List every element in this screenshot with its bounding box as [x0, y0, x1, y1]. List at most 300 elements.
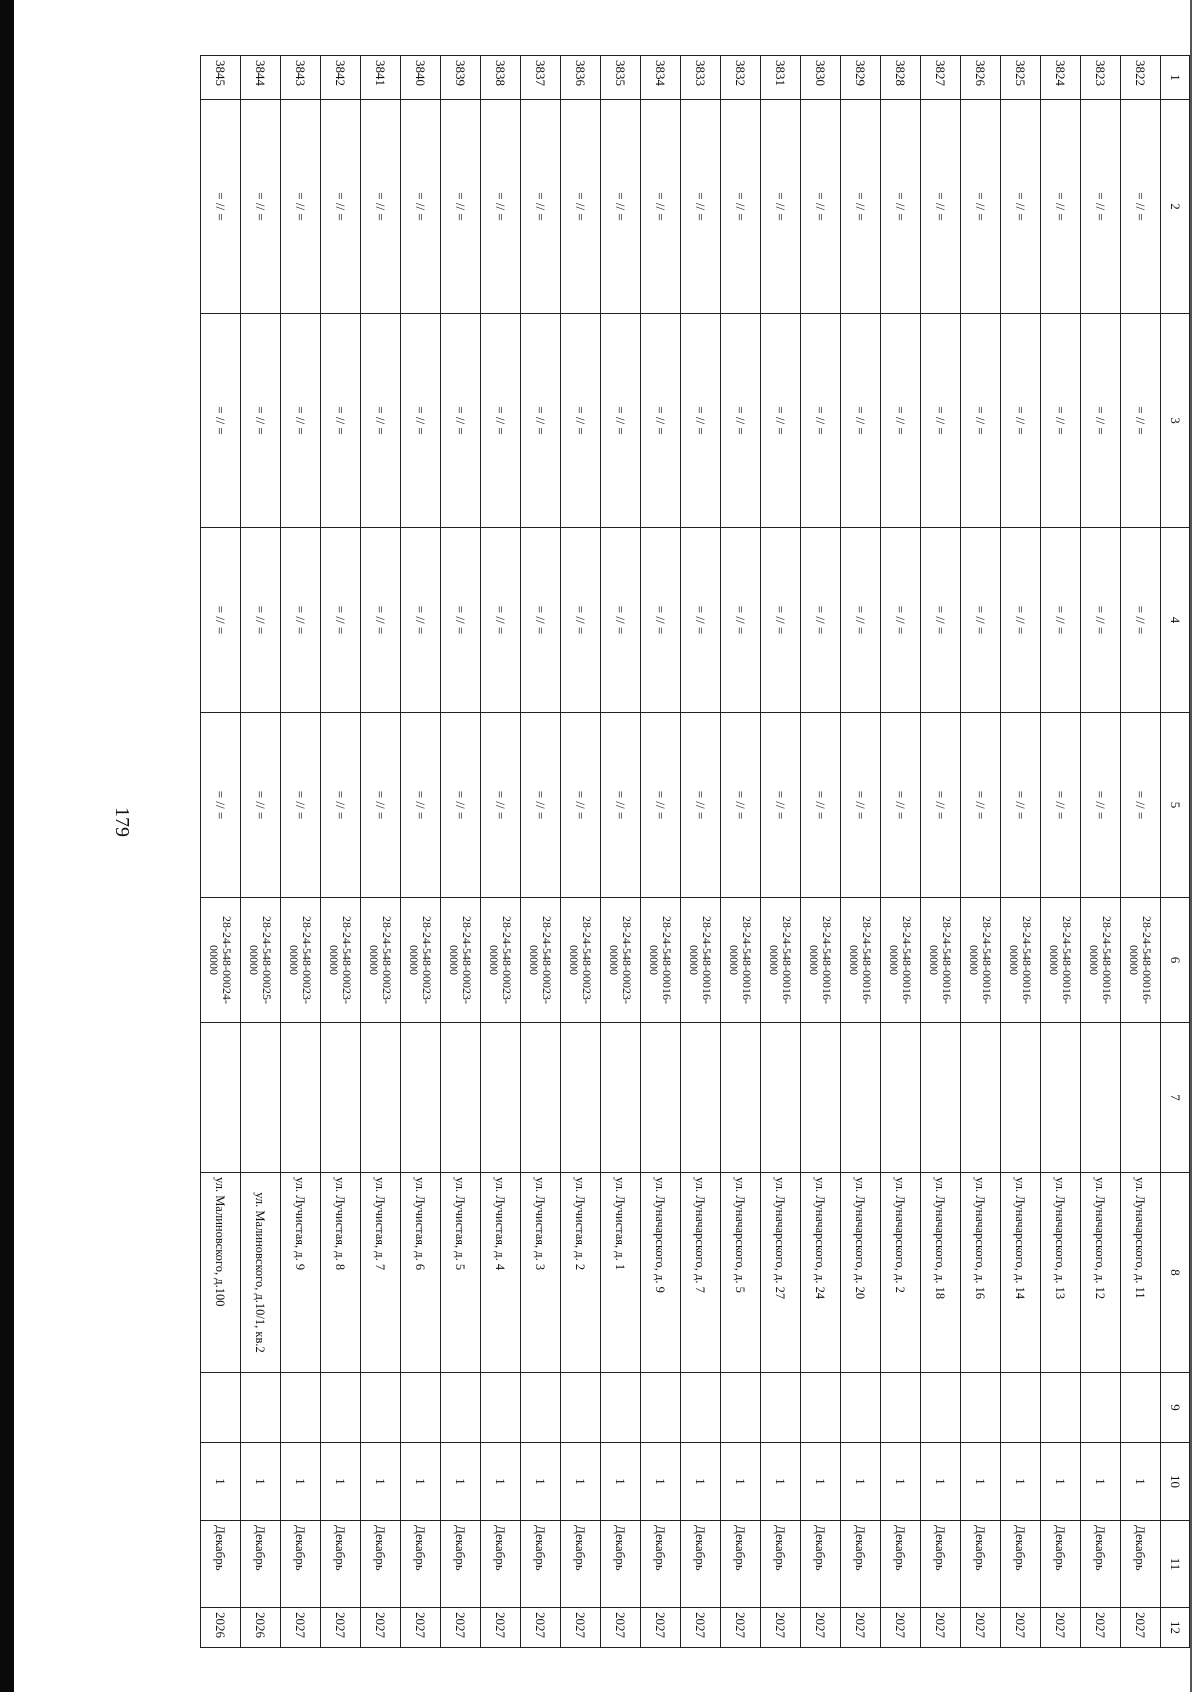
row-number: 3835	[601, 56, 641, 100]
col3-ditto: = // =	[521, 314, 561, 528]
col4-ditto: = // =	[361, 528, 401, 713]
table-row	[561, 56, 601, 1648]
year-cell: 2027	[281, 1608, 321, 1648]
month-cell: Декабрь	[321, 1521, 361, 1608]
address-cell: ул. Луначарского, д. 14	[1001, 1173, 1041, 1373]
col9-cell	[601, 1373, 641, 1443]
col5-ditto: = // =	[201, 713, 241, 898]
quantity-cell: 1	[481, 1443, 521, 1521]
table-row	[961, 56, 1001, 1648]
row-number: 3837	[521, 56, 561, 100]
month-cell: Декабрь	[841, 1521, 881, 1608]
col2-ditto: = // =	[881, 100, 921, 314]
column-header-11: 11	[1161, 1521, 1190, 1608]
col2-ditto: = // =	[761, 100, 801, 314]
col2-ditto: = // =	[721, 100, 761, 314]
col9-cell	[761, 1373, 801, 1443]
table-row	[1121, 56, 1161, 1648]
col3-ditto: = // =	[1001, 314, 1041, 528]
col2-ditto: = // =	[1041, 100, 1081, 314]
col9-cell	[1001, 1373, 1041, 1443]
table-body	[201, 56, 1161, 1648]
address-cell: ул. Луначарского, д. 13	[1041, 1173, 1081, 1373]
month-cell: Декабрь	[801, 1521, 841, 1608]
year-cell: 2027	[1001, 1608, 1041, 1648]
quantity-cell: 1	[961, 1443, 1001, 1521]
quantity-cell: 1	[1041, 1443, 1081, 1521]
year-cell: 2027	[441, 1608, 481, 1648]
quantity-cell: 1	[721, 1443, 761, 1521]
column-header-7: 7	[1161, 1023, 1190, 1173]
address-cell: ул. Луначарского, д. 27	[761, 1173, 801, 1373]
quantity-cell: 1	[1081, 1443, 1121, 1521]
col4-ditto: = // =	[721, 528, 761, 713]
quantity-cell: 1	[281, 1443, 321, 1521]
col4-ditto: = // =	[921, 528, 961, 713]
col7-cell	[801, 1023, 841, 1173]
col2-ditto: = // =	[601, 100, 641, 314]
row-number: 3833	[681, 56, 721, 100]
row-number: 3840	[401, 56, 441, 100]
table-row	[801, 56, 841, 1648]
address-cell: ул. Луначарского, д. 11	[1121, 1173, 1161, 1373]
row-number: 3838	[481, 56, 521, 100]
cadastral-code: 28-24-548-00016-00000	[1081, 898, 1121, 1023]
table-row	[641, 56, 681, 1648]
col7-cell	[281, 1023, 321, 1173]
col3-ditto: = // =	[481, 314, 521, 528]
year-cell: 2027	[601, 1608, 641, 1648]
col2-ditto: = // =	[361, 100, 401, 314]
month-cell: Декабрь	[401, 1521, 441, 1608]
cadastral-code: 28-24-548-00016-00000	[1121, 898, 1161, 1023]
col7-cell	[201, 1023, 241, 1173]
month-cell: Декабрь	[561, 1521, 601, 1608]
table-rotator	[200, 55, 1190, 1647]
col7-cell	[1001, 1023, 1041, 1173]
quantity-cell: 1	[1001, 1443, 1041, 1521]
col3-ditto: = // =	[601, 314, 641, 528]
col3-ditto: = // =	[921, 314, 961, 528]
col4-ditto: = // =	[601, 528, 641, 713]
col3-ditto: = // =	[721, 314, 761, 528]
col3-ditto: = // =	[801, 314, 841, 528]
col7-cell	[961, 1023, 1001, 1173]
col3-ditto: = // =	[1041, 314, 1081, 528]
col7-cell	[881, 1023, 921, 1173]
address-cell: ул. Лучистая, д. 6	[401, 1173, 441, 1373]
table-row	[881, 56, 921, 1648]
year-cell: 2027	[321, 1608, 361, 1648]
col9-cell	[281, 1373, 321, 1443]
col9-cell	[481, 1373, 521, 1443]
month-cell: Декабрь	[241, 1521, 281, 1608]
quantity-cell: 1	[841, 1443, 881, 1521]
col7-cell	[1081, 1023, 1121, 1173]
col5-ditto: = // =	[481, 713, 521, 898]
cadastral-code: 28-24-548-00016-00000	[961, 898, 1001, 1023]
address-cell: ул. Луначарского, д. 9	[641, 1173, 681, 1373]
col2-ditto: = // =	[561, 100, 601, 314]
row-number: 3826	[961, 56, 1001, 100]
col4-ditto: = // =	[1081, 528, 1121, 713]
quantity-cell: 1	[801, 1443, 841, 1521]
year-cell: 2027	[1041, 1608, 1081, 1648]
col9-cell	[521, 1373, 561, 1443]
cadastral-code: 28-24-548-00016-00000	[761, 898, 801, 1023]
col3-ditto: = // =	[681, 314, 721, 528]
col7-cell	[481, 1023, 521, 1173]
col4-ditto: = // =	[521, 528, 561, 713]
table-row	[441, 56, 481, 1648]
month-cell: Декабрь	[281, 1521, 321, 1608]
col2-ditto: = // =	[681, 100, 721, 314]
table-row	[361, 56, 401, 1648]
table-row	[321, 56, 361, 1648]
col5-ditto: = // =	[1121, 713, 1161, 898]
col3-ditto: = // =	[441, 314, 481, 528]
col2-ditto: = // =	[401, 100, 441, 314]
table-row	[921, 56, 961, 1648]
cadastral-code: 28-24-548-00023-00000	[321, 898, 361, 1023]
address-cell: ул. Лучистая, д. 2	[561, 1173, 601, 1373]
table-row	[601, 56, 641, 1648]
col7-cell	[561, 1023, 601, 1173]
col2-ditto: = // =	[521, 100, 561, 314]
col9-cell	[881, 1373, 921, 1443]
cadastral-code: 28-24-548-00016-00000	[721, 898, 761, 1023]
col3-ditto: = // =	[241, 314, 281, 528]
month-cell: Декабрь	[521, 1521, 561, 1608]
col5-ditto: = // =	[1081, 713, 1121, 898]
cadastral-code: 28-24-548-00023-00000	[361, 898, 401, 1023]
col4-ditto: = // =	[1041, 528, 1081, 713]
col7-cell	[601, 1023, 641, 1173]
row-number: 3844	[241, 56, 281, 100]
col4-ditto: = // =	[561, 528, 601, 713]
year-cell: 2027	[801, 1608, 841, 1648]
col5-ditto: = // =	[401, 713, 441, 898]
col4-ditto: = // =	[881, 528, 921, 713]
quantity-cell: 1	[881, 1443, 921, 1521]
col3-ditto: = // =	[961, 314, 1001, 528]
cadastral-code: 28-24-548-00024-00000	[201, 898, 241, 1023]
col7-cell	[761, 1023, 801, 1173]
col3-ditto: = // =	[361, 314, 401, 528]
quantity-cell: 1	[241, 1443, 281, 1521]
year-cell: 2027	[881, 1608, 921, 1648]
address-cell: ул. Лучистая, д. 7	[361, 1173, 401, 1373]
row-number: 3828	[881, 56, 921, 100]
col3-ditto: = // =	[1081, 314, 1121, 528]
col2-ditto: = // =	[801, 100, 841, 314]
column-header-4: 4	[1161, 528, 1190, 713]
quantity-cell: 1	[921, 1443, 961, 1521]
col4-ditto: = // =	[961, 528, 1001, 713]
address-cell: ул. Луначарского, д. 16	[961, 1173, 1001, 1373]
row-number: 3842	[321, 56, 361, 100]
year-cell: 2027	[641, 1608, 681, 1648]
quantity-cell: 1	[361, 1443, 401, 1521]
col4-ditto: = // =	[201, 528, 241, 713]
col4-ditto: = // =	[801, 528, 841, 713]
col3-ditto: = // =	[201, 314, 241, 528]
col4-ditto: = // =	[401, 528, 441, 713]
col9-cell	[241, 1373, 281, 1443]
col4-ditto: = // =	[761, 528, 801, 713]
column-header-8: 8	[1161, 1173, 1190, 1373]
year-cell: 2027	[361, 1608, 401, 1648]
col4-ditto: = // =	[441, 528, 481, 713]
quantity-cell: 1	[641, 1443, 681, 1521]
address-cell: ул. Малиновского, д.10/1, кв.2	[241, 1173, 281, 1373]
cadastral-code: 28-24-548-00016-00000	[921, 898, 961, 1023]
col4-ditto: = // =	[241, 528, 281, 713]
col2-ditto: = // =	[841, 100, 881, 314]
row-number: 3836	[561, 56, 601, 100]
address-cell: ул. Луначарского, д. 18	[921, 1173, 961, 1373]
col2-ditto: = // =	[201, 100, 241, 314]
cadastral-code: 28-24-548-00016-00000	[641, 898, 681, 1023]
table-row	[201, 56, 241, 1648]
col7-cell	[361, 1023, 401, 1173]
col5-ditto: = // =	[441, 713, 481, 898]
col2-ditto: = // =	[1121, 100, 1161, 314]
col5-ditto: = // =	[961, 713, 1001, 898]
table-row	[281, 56, 321, 1648]
address-cell: ул. Луначарского, д. 20	[841, 1173, 881, 1373]
month-cell: Декабрь	[681, 1521, 721, 1608]
address-cell: ул. Лучистая, д. 4	[481, 1173, 521, 1373]
table-row	[1081, 56, 1121, 1648]
col2-ditto: = // =	[921, 100, 961, 314]
col7-cell	[1041, 1023, 1081, 1173]
col2-ditto: = // =	[1081, 100, 1121, 314]
col5-ditto: = // =	[921, 713, 961, 898]
month-cell: Декабрь	[201, 1521, 241, 1608]
col9-cell	[361, 1373, 401, 1443]
col7-cell	[441, 1023, 481, 1173]
col4-ditto: = // =	[681, 528, 721, 713]
address-cell: ул. Лучистая, д. 9	[281, 1173, 321, 1373]
col7-cell	[1121, 1023, 1161, 1173]
row-number: 3829	[841, 56, 881, 100]
col5-ditto: = // =	[1041, 713, 1081, 898]
year-cell: 2027	[1121, 1608, 1161, 1648]
table-row	[401, 56, 441, 1648]
year-cell: 2026	[241, 1608, 281, 1648]
year-cell: 2027	[521, 1608, 561, 1648]
col5-ditto: = // =	[361, 713, 401, 898]
table-row	[241, 56, 281, 1648]
col3-ditto: = // =	[1121, 314, 1161, 528]
col9-cell	[1081, 1373, 1121, 1443]
column-header-1: 1	[1161, 56, 1190, 100]
column-header-2: 2	[1161, 100, 1190, 314]
table-row	[521, 56, 561, 1648]
quantity-cell: 1	[681, 1443, 721, 1521]
col5-ditto: = // =	[761, 713, 801, 898]
scan-edge-right	[1190, 0, 1192, 1692]
row-number: 3824	[1041, 56, 1081, 100]
row-number: 3825	[1001, 56, 1041, 100]
scan-edge-left	[0, 0, 14, 1692]
quantity-cell: 1	[201, 1443, 241, 1521]
col5-ditto: = // =	[321, 713, 361, 898]
year-cell: 2027	[841, 1608, 881, 1648]
month-cell: Декабрь	[1121, 1521, 1161, 1608]
address-cell: ул. Лучистая, д. 5	[441, 1173, 481, 1373]
col4-ditto: = // =	[1001, 528, 1041, 713]
col5-ditto: = // =	[881, 713, 921, 898]
row-number: 3822	[1121, 56, 1161, 100]
col2-ditto: = // =	[281, 100, 321, 314]
col9-cell	[841, 1373, 881, 1443]
address-cell: ул. Луначарского, д. 24	[801, 1173, 841, 1373]
year-cell: 2026	[201, 1608, 241, 1648]
address-cell: ул. Лучистая, д. 1	[601, 1173, 641, 1373]
year-cell: 2027	[401, 1608, 441, 1648]
quantity-cell: 1	[321, 1443, 361, 1521]
col9-cell	[321, 1373, 361, 1443]
cadastral-code: 28-24-548-00016-00000	[1041, 898, 1081, 1023]
col7-cell	[401, 1023, 441, 1173]
col5-ditto: = // =	[801, 713, 841, 898]
quantity-cell: 1	[601, 1443, 641, 1521]
month-cell: Декабрь	[961, 1521, 1001, 1608]
col9-cell	[561, 1373, 601, 1443]
quantity-cell: 1	[401, 1443, 441, 1521]
table-row	[1041, 56, 1081, 1648]
row-number: 3832	[721, 56, 761, 100]
month-cell: Декабрь	[761, 1521, 801, 1608]
col3-ditto: = // =	[641, 314, 681, 528]
cadastral-code: 28-24-548-00023-00000	[561, 898, 601, 1023]
column-header-3: 3	[1161, 314, 1190, 528]
cadastral-code: 28-24-548-00016-00000	[881, 898, 921, 1023]
col9-cell	[641, 1373, 681, 1443]
col7-cell	[241, 1023, 281, 1173]
cadastral-code: 28-24-548-00023-00000	[521, 898, 561, 1023]
table-row	[761, 56, 801, 1648]
col5-ditto: = // =	[641, 713, 681, 898]
col5-ditto: = // =	[561, 713, 601, 898]
table-row	[841, 56, 881, 1648]
cadastral-code: 28-24-548-00025-00000	[241, 898, 281, 1023]
col4-ditto: = // =	[481, 528, 521, 713]
quantity-cell: 1	[521, 1443, 561, 1521]
row-number: 3823	[1081, 56, 1121, 100]
col3-ditto: = // =	[561, 314, 601, 528]
col3-ditto: = // =	[321, 314, 361, 528]
col7-cell	[921, 1023, 961, 1173]
col3-ditto: = // =	[401, 314, 441, 528]
table-row	[1001, 56, 1041, 1648]
col7-cell	[321, 1023, 361, 1173]
col9-cell	[801, 1373, 841, 1443]
col5-ditto: = // =	[681, 713, 721, 898]
col7-cell	[521, 1023, 561, 1173]
column-header-10: 10	[1161, 1443, 1190, 1521]
table-row	[721, 56, 761, 1648]
month-cell: Декабрь	[441, 1521, 481, 1608]
address-cell: ул. Луначарского, д. 12	[1081, 1173, 1121, 1373]
col9-cell	[1041, 1373, 1081, 1443]
address-cell: ул. Луначарского, д. 2	[881, 1173, 921, 1373]
address-cell: ул. Малиновского, д.100	[201, 1173, 241, 1373]
cadastral-code: 28-24-548-00016-00000	[681, 898, 721, 1023]
column-header-5: 5	[1161, 713, 1190, 898]
row-number: 3831	[761, 56, 801, 100]
col9-cell	[961, 1373, 1001, 1443]
table-row	[481, 56, 521, 1648]
col2-ditto: = // =	[481, 100, 521, 314]
address-cell: ул. Луначарского, д. 5	[721, 1173, 761, 1373]
registry-table	[200, 55, 1190, 1648]
cadastral-code: 28-24-548-00016-00000	[841, 898, 881, 1023]
col4-ditto: = // =	[641, 528, 681, 713]
col5-ditto: = // =	[601, 713, 641, 898]
quantity-cell: 1	[441, 1443, 481, 1521]
row-number: 3845	[201, 56, 241, 100]
page-number: 179	[111, 807, 133, 837]
col5-ditto: = // =	[521, 713, 561, 898]
col7-cell	[681, 1023, 721, 1173]
month-cell: Декабрь	[721, 1521, 761, 1608]
row-number: 3841	[361, 56, 401, 100]
cadastral-code: 28-24-548-00023-00000	[401, 898, 441, 1023]
cadastral-code: 28-24-548-00023-00000	[281, 898, 321, 1023]
year-cell: 2027	[561, 1608, 601, 1648]
year-cell: 2027	[1081, 1608, 1121, 1648]
year-cell: 2027	[681, 1608, 721, 1648]
year-cell: 2027	[961, 1608, 1001, 1648]
col3-ditto: = // =	[841, 314, 881, 528]
column-header-6: 6	[1161, 898, 1190, 1023]
col2-ditto: = // =	[961, 100, 1001, 314]
address-cell: ул. Лучистая, д. 3	[521, 1173, 561, 1373]
row-number: 3827	[921, 56, 961, 100]
col9-cell	[441, 1373, 481, 1443]
cadastral-code: 28-24-548-00023-00000	[481, 898, 521, 1023]
col5-ditto: = // =	[241, 713, 281, 898]
col7-cell	[841, 1023, 881, 1173]
cadastral-code: 28-24-548-00023-00000	[441, 898, 481, 1023]
month-cell: Декабрь	[361, 1521, 401, 1608]
column-header-12: 12	[1161, 1608, 1190, 1648]
year-cell: 2027	[721, 1608, 761, 1648]
cadastral-code: 28-24-548-00016-00000	[1001, 898, 1041, 1023]
address-cell: ул. Лучистая, д. 8	[321, 1173, 361, 1373]
address-cell: ул. Луначарского, д. 7	[681, 1173, 721, 1373]
col5-ditto: = // =	[1001, 713, 1041, 898]
col7-cell	[721, 1023, 761, 1173]
row-number: 3839	[441, 56, 481, 100]
col2-ditto: = // =	[441, 100, 481, 314]
col2-ditto: = // =	[1001, 100, 1041, 314]
col3-ditto: = // =	[881, 314, 921, 528]
col5-ditto: = // =	[281, 713, 321, 898]
month-cell: Декабрь	[881, 1521, 921, 1608]
col2-ditto: = // =	[321, 100, 361, 314]
row-number: 3830	[801, 56, 841, 100]
cadastral-code: 28-24-548-00023-00000	[601, 898, 641, 1023]
col9-cell	[201, 1373, 241, 1443]
month-cell: Декабрь	[481, 1521, 521, 1608]
month-cell: Декабрь	[1081, 1521, 1121, 1608]
table-wrap	[200, 55, 1190, 1647]
col2-ditto: = // =	[241, 100, 281, 314]
